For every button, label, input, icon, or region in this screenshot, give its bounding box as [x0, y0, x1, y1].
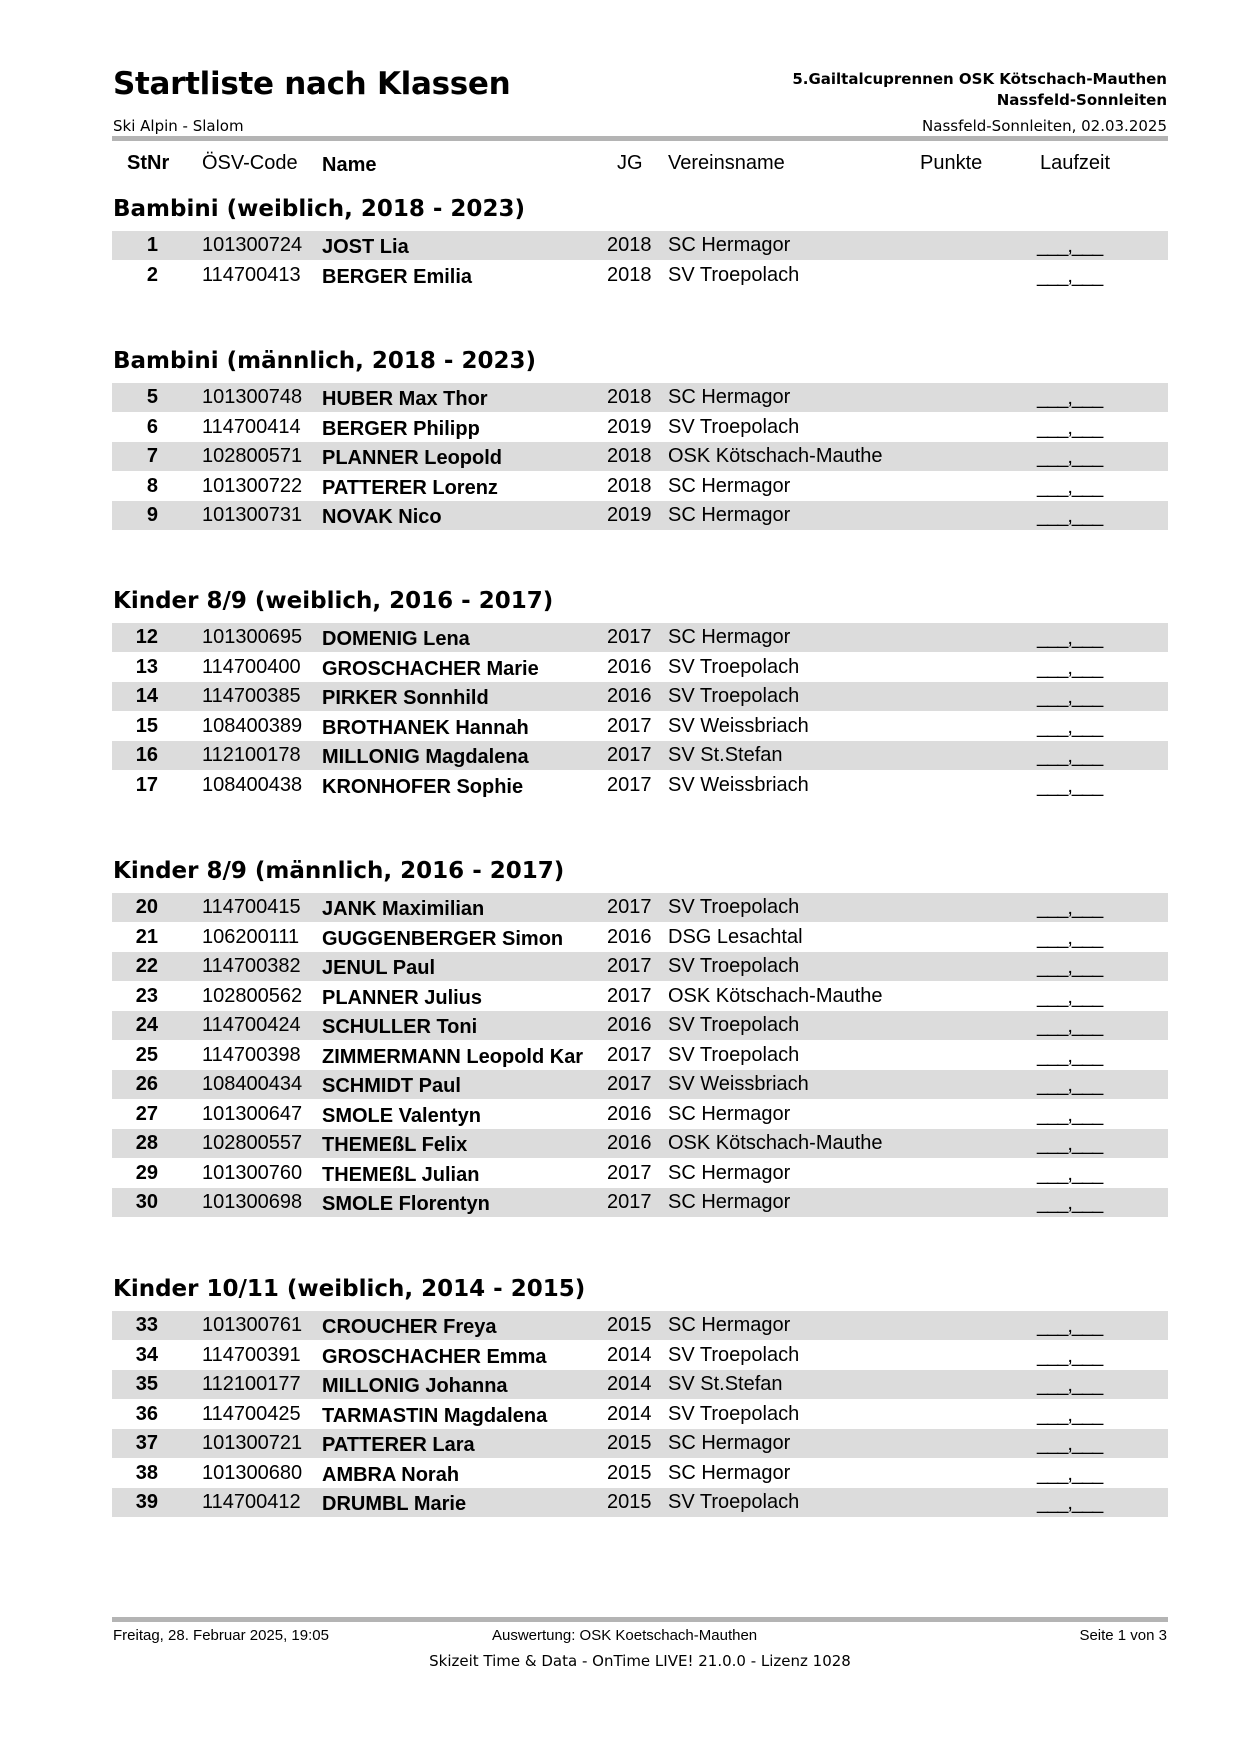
birth-year: 2016	[607, 1132, 652, 1154]
birth-year: 2016	[607, 1103, 652, 1125]
run-time-placeholder: ___,___	[1037, 1104, 1103, 1126]
athlete-name: BERGER Emilia	[322, 266, 473, 288]
start-list-row	[112, 653, 1168, 682]
birth-year: 2017	[607, 1162, 652, 1184]
event-name: 5.Gailtalcuprennen OSK Kötschach-Mauthen	[792, 70, 1167, 88]
start-number: 12	[135, 626, 158, 648]
run-time-placeholder: ___,___	[1037, 1015, 1103, 1037]
athlete-name: SMOLE Valentyn	[322, 1105, 481, 1127]
athlete-name: BERGER Philipp	[322, 418, 480, 440]
club-name: SC Hermagor	[668, 1462, 791, 1484]
birth-year: 2016	[607, 1014, 652, 1036]
athlete-name: MILLONIG Magdalena	[322, 746, 529, 768]
footer-print-date: Freitag, 28. Februar 2025, 19:05	[113, 1627, 329, 1644]
birth-year: 2018	[607, 234, 652, 256]
oesv-code: 108400438	[202, 774, 303, 796]
oesv-code: 114700385	[202, 685, 301, 707]
column-header-stnr: StNr	[127, 152, 170, 174]
oesv-code: 101300698	[202, 1191, 303, 1213]
club-name: SV Troepolach	[668, 264, 800, 286]
oesv-code: 114700425	[202, 1403, 301, 1425]
birth-year: 2015	[607, 1314, 652, 1336]
run-time-placeholder: ___,___	[1037, 956, 1103, 978]
athlete-name: ZIMMERMANN Leopold Kar	[322, 1046, 584, 1068]
athlete-name: JENUL Paul	[322, 957, 435, 979]
start-list-row	[112, 472, 1168, 501]
footer-page-number: Seite 1 von 3	[1079, 1627, 1167, 1644]
start-list-row	[112, 741, 1168, 770]
run-time-placeholder: ___,___	[1037, 1374, 1103, 1396]
class-group-title: Kinder 10/11 (weiblich, 2014 - 2015)	[113, 1276, 586, 1302]
start-number: 38	[135, 1462, 158, 1484]
header-divider	[112, 136, 1168, 141]
birth-year: 2018	[607, 264, 652, 286]
start-number: 28	[135, 1132, 158, 1154]
oesv-code: 106200111	[202, 926, 300, 948]
discipline-subtitle: Ski Alpin - Slalom	[113, 117, 244, 135]
start-list-row	[112, 682, 1168, 711]
athlete-name: GROSCHACHER Emma	[322, 1346, 547, 1368]
birth-year: 2018	[607, 386, 652, 408]
athlete-name: MILLONIG Johanna	[322, 1375, 508, 1397]
run-time-placeholder: ___,___	[1037, 1433, 1103, 1455]
birth-year: 2014	[607, 1373, 652, 1395]
birth-year: 2014	[607, 1344, 652, 1366]
club-name: SC Hermagor	[668, 1103, 791, 1125]
footer-divider	[112, 1617, 1168, 1622]
club-name: SC Hermagor	[668, 504, 791, 526]
start-number: 16	[135, 744, 158, 766]
run-time-placeholder: ___,___	[1037, 417, 1103, 439]
column-header-points: Punkte	[920, 152, 983, 174]
birth-year: 2017	[607, 1044, 652, 1066]
athlete-name: JANK Maximilian	[322, 898, 485, 920]
run-time-placeholder: ___,___	[1037, 476, 1103, 498]
start-number: 5	[146, 386, 158, 408]
run-time-placeholder: ___,___	[1037, 1163, 1103, 1185]
athlete-name: PATTERER Lorenz	[322, 477, 498, 499]
oesv-code: 101300760	[202, 1162, 303, 1184]
start-list-row	[112, 1459, 1168, 1488]
start-list-row	[112, 501, 1168, 530]
column-header-time: Laufzeit	[1040, 152, 1111, 174]
start-number: 17	[135, 774, 158, 796]
start-number: 23	[135, 985, 158, 1007]
athlete-name: KRONHOFER Sophie	[322, 776, 524, 798]
start-number: 22	[135, 955, 158, 977]
club-name: SV Troepolach	[668, 896, 800, 918]
club-name: DSG Lesachtal	[668, 926, 803, 948]
club-name: SC Hermagor	[668, 386, 791, 408]
club-name: SC Hermagor	[668, 1162, 791, 1184]
class-group-title: Bambini (weiblich, 2018 - 2023)	[113, 196, 525, 222]
start-list-row	[112, 952, 1168, 981]
club-name: SC Hermagor	[668, 1191, 791, 1213]
start-number: 25	[135, 1044, 158, 1066]
start-list-row	[112, 982, 1168, 1011]
event-date: Nassfeld-Sonnleiten, 02.03.2025	[922, 117, 1167, 135]
run-time-placeholder: ___,___	[1037, 1133, 1103, 1155]
oesv-code: 101300721	[202, 1432, 303, 1454]
club-name: SV Troepolach	[668, 1044, 800, 1066]
start-list-row	[112, 1341, 1168, 1370]
run-time-placeholder: ___,___	[1037, 1074, 1103, 1096]
oesv-code: 101300724	[202, 234, 303, 256]
athlete-name: SCHMIDT Paul	[322, 1075, 461, 1097]
oesv-code: 102800562	[202, 985, 303, 1007]
oesv-code: 101300647	[202, 1103, 303, 1125]
oesv-code: 114700413	[202, 264, 301, 286]
birth-year: 2017	[607, 1191, 652, 1213]
birth-year: 2017	[607, 1073, 652, 1095]
start-number: 2	[146, 264, 158, 286]
run-time-placeholder: ___,___	[1037, 657, 1103, 679]
start-number: 37	[135, 1432, 158, 1454]
start-number: 29	[135, 1162, 158, 1184]
club-name: OSK Kötschach-Mauthe	[668, 445, 883, 467]
start-number: 21	[135, 926, 158, 948]
start-list-row	[112, 1070, 1168, 1099]
start-list-row	[112, 1188, 1168, 1217]
run-time-placeholder: ___,___	[1037, 446, 1103, 468]
athlete-name: GROSCHACHER Marie	[322, 658, 539, 680]
club-name: SV St.Stefan	[668, 1373, 783, 1395]
oesv-code: 101300748	[202, 386, 303, 408]
oesv-code: 112100178	[202, 744, 301, 766]
oesv-code: 101300722	[202, 475, 303, 497]
start-number: 24	[135, 1014, 158, 1036]
class-group-title: Kinder 8/9 (weiblich, 2016 - 2017)	[113, 588, 554, 614]
run-time-placeholder: ___,___	[1037, 745, 1103, 767]
run-time-placeholder: ___,___	[1037, 387, 1103, 409]
athlete-name: JOST Lia	[322, 236, 409, 258]
club-name: OSK Kötschach-Mauthe	[668, 985, 883, 1007]
athlete-name: HUBER Max Thor	[322, 388, 488, 410]
athlete-name: CROUCHER Freya	[322, 1316, 497, 1338]
athlete-name: THEMEßL Felix	[322, 1134, 468, 1156]
start-list-row	[112, 231, 1168, 260]
class-group-title: Bambini (männlich, 2018 - 2023)	[113, 348, 536, 374]
birth-year: 2015	[607, 1432, 652, 1454]
start-list-row	[112, 413, 1168, 442]
club-name: SC Hermagor	[668, 1314, 791, 1336]
start-number: 14	[135, 685, 158, 707]
athlete-name: SMOLE Florentyn	[322, 1193, 490, 1215]
run-time-placeholder: ___,___	[1037, 505, 1103, 527]
oesv-code: 114700415	[202, 896, 301, 918]
club-name: SV Troepolach	[668, 656, 800, 678]
athlete-name: BROTHANEK Hannah	[322, 717, 529, 739]
club-name: SV Troepolach	[668, 955, 800, 977]
club-name: SV Troepolach	[668, 1014, 800, 1036]
class-group-title: Kinder 8/9 (männlich, 2016 - 2017)	[113, 858, 565, 884]
start-number: 30	[135, 1191, 158, 1213]
birth-year: 2015	[607, 1462, 652, 1484]
run-time-placeholder: ___,___	[1037, 775, 1103, 797]
athlete-name: PIRKER Sonnhild	[322, 687, 489, 709]
start-number: 27	[135, 1103, 158, 1125]
oesv-code: 114700424	[202, 1014, 301, 1036]
start-list-row	[112, 261, 1168, 290]
club-name: SV Troepolach	[668, 685, 800, 707]
athlete-name: PLANNER Leopold	[322, 447, 502, 469]
athlete-name: PATTERER Lara	[322, 1434, 475, 1456]
athlete-name: SCHULLER Toni	[322, 1016, 478, 1038]
oesv-code: 102800557	[202, 1132, 303, 1154]
run-time-placeholder: ___,___	[1037, 986, 1103, 1008]
oesv-code: 102800571	[202, 445, 303, 467]
start-number: 36	[135, 1403, 158, 1425]
club-name: SV St.Stefan	[668, 744, 783, 766]
start-list-row	[112, 442, 1168, 471]
club-name: SV Troepolach	[668, 1344, 800, 1366]
run-time-placeholder: ___,___	[1037, 627, 1103, 649]
club-name: SV Weissbriach	[668, 1073, 809, 1095]
start-list-row	[112, 1011, 1168, 1040]
birth-year: 2015	[607, 1491, 652, 1513]
club-name: SC Hermagor	[668, 1432, 791, 1454]
athlete-name: PLANNER Julius	[322, 987, 483, 1009]
column-header-club: Vereinsname	[668, 152, 785, 174]
start-list-row	[112, 383, 1168, 412]
footer-evaluation: Auswertung: OSK Koetschach-Mauthen	[492, 1627, 758, 1644]
athlete-name: DOMENIG Lena	[322, 628, 470, 650]
start-list-row	[112, 1400, 1168, 1429]
start-list-row	[112, 623, 1168, 652]
start-list-row	[112, 1429, 1168, 1458]
run-time-placeholder: ___,___	[1037, 927, 1103, 949]
start-list-row	[112, 1311, 1168, 1340]
start-list-row	[112, 1159, 1168, 1188]
club-name: SV Troepolach	[668, 416, 800, 438]
start-number: 9	[146, 504, 158, 526]
birth-year: 2016	[607, 926, 652, 948]
club-name: SV Troepolach	[668, 1403, 800, 1425]
birth-year: 2018	[607, 445, 652, 467]
birth-year: 2017	[607, 774, 652, 796]
start-number: 6	[146, 416, 158, 438]
oesv-code: 101300680	[202, 1462, 303, 1484]
oesv-code: 101300761	[202, 1314, 303, 1336]
start-number: 34	[135, 1344, 158, 1366]
run-time-placeholder: ___,___	[1037, 1045, 1103, 1067]
start-list-row	[112, 893, 1168, 922]
athlete-name: AMBRA Norah	[322, 1464, 460, 1486]
birth-year: 2014	[607, 1403, 652, 1425]
start-number: 39	[135, 1491, 158, 1513]
start-number: 7	[146, 445, 158, 467]
start-number: 1	[146, 234, 158, 256]
birth-year: 2017	[607, 985, 652, 1007]
oesv-code: 114700398	[202, 1044, 301, 1066]
run-time-placeholder: ___,___	[1037, 1192, 1103, 1214]
birth-year: 2016	[607, 656, 652, 678]
start-list-row	[112, 771, 1168, 800]
start-number: 13	[135, 656, 158, 678]
athlete-name: TARMASTIN Magdalena	[322, 1405, 548, 1427]
start-number: 15	[135, 715, 158, 737]
oesv-code: 101300695	[202, 626, 303, 648]
club-name: SC Hermagor	[668, 626, 791, 648]
oesv-code: 114700400	[202, 656, 301, 678]
club-name: SV Troepolach	[668, 1491, 800, 1513]
event-place: Nassfeld-Sonnleiten	[996, 91, 1167, 109]
club-name: SV Weissbriach	[668, 715, 809, 737]
oesv-code: 114700414	[202, 416, 301, 438]
birth-year: 2017	[607, 626, 652, 648]
oesv-code: 112100177	[202, 1373, 301, 1395]
start-number: 35	[135, 1373, 158, 1395]
birth-year: 2016	[607, 685, 652, 707]
club-name: OSK Kötschach-Mauthe	[668, 1132, 883, 1154]
club-name: SC Hermagor	[668, 234, 791, 256]
oesv-code: 114700391	[202, 1344, 301, 1366]
oesv-code: 108400434	[202, 1073, 303, 1095]
start-list-row	[112, 1100, 1168, 1129]
page-title: Startliste nach Klassen	[113, 66, 511, 102]
run-time-placeholder: ___,___	[1037, 1345, 1103, 1367]
start-number: 20	[135, 896, 158, 918]
column-header-code: ÖSV-Code	[202, 152, 298, 174]
run-time-placeholder: ___,___	[1037, 265, 1103, 287]
start-list-row	[112, 1041, 1168, 1070]
athlete-name: GUGGENBERGER Simon	[322, 928, 564, 950]
run-time-placeholder: ___,___	[1037, 686, 1103, 708]
run-time-placeholder: ___,___	[1037, 1315, 1103, 1337]
birth-year: 2019	[607, 504, 652, 526]
column-header-jg: JG	[617, 152, 643, 174]
start-number: 26	[135, 1073, 158, 1095]
start-number: 8	[146, 475, 158, 497]
athlete-name: DRUMBL Marie	[322, 1493, 467, 1515]
run-time-placeholder: ___,___	[1037, 1404, 1103, 1426]
start-list-row	[112, 923, 1168, 952]
run-time-placeholder: ___,___	[1037, 897, 1103, 919]
birth-year: 2017	[607, 715, 652, 737]
column-header-name: Name	[322, 154, 377, 176]
start-list-row	[112, 1129, 1168, 1158]
athlete-name: THEMEßL Julian	[322, 1164, 480, 1186]
run-time-placeholder: ___,___	[1037, 235, 1103, 257]
start-list-row	[112, 1370, 1168, 1399]
run-time-placeholder: ___,___	[1037, 1463, 1103, 1485]
oesv-code: 114700382	[202, 955, 301, 977]
start-list-row	[112, 1488, 1168, 1517]
club-name: SC Hermagor	[668, 475, 791, 497]
oesv-code: 114700412	[202, 1491, 301, 1513]
start-list-row	[112, 712, 1168, 741]
birth-year: 2017	[607, 744, 652, 766]
birth-year: 2017	[607, 955, 652, 977]
club-name: SV Weissbriach	[668, 774, 809, 796]
oesv-code: 108400389	[202, 715, 303, 737]
run-time-placeholder: ___,___	[1037, 1492, 1103, 1514]
athlete-name: NOVAK Nico	[322, 506, 442, 528]
birth-year: 2017	[607, 896, 652, 918]
footer-software: Skizeit Time & Data - OnTime LIVE! 21.0.0 - Lizenz 1028	[429, 1652, 851, 1670]
run-time-placeholder: ___,___	[1037, 716, 1103, 738]
oesv-code: 101300731	[202, 504, 303, 526]
birth-year: 2018	[607, 475, 652, 497]
start-number: 33	[135, 1314, 158, 1336]
birth-year: 2019	[607, 416, 652, 438]
